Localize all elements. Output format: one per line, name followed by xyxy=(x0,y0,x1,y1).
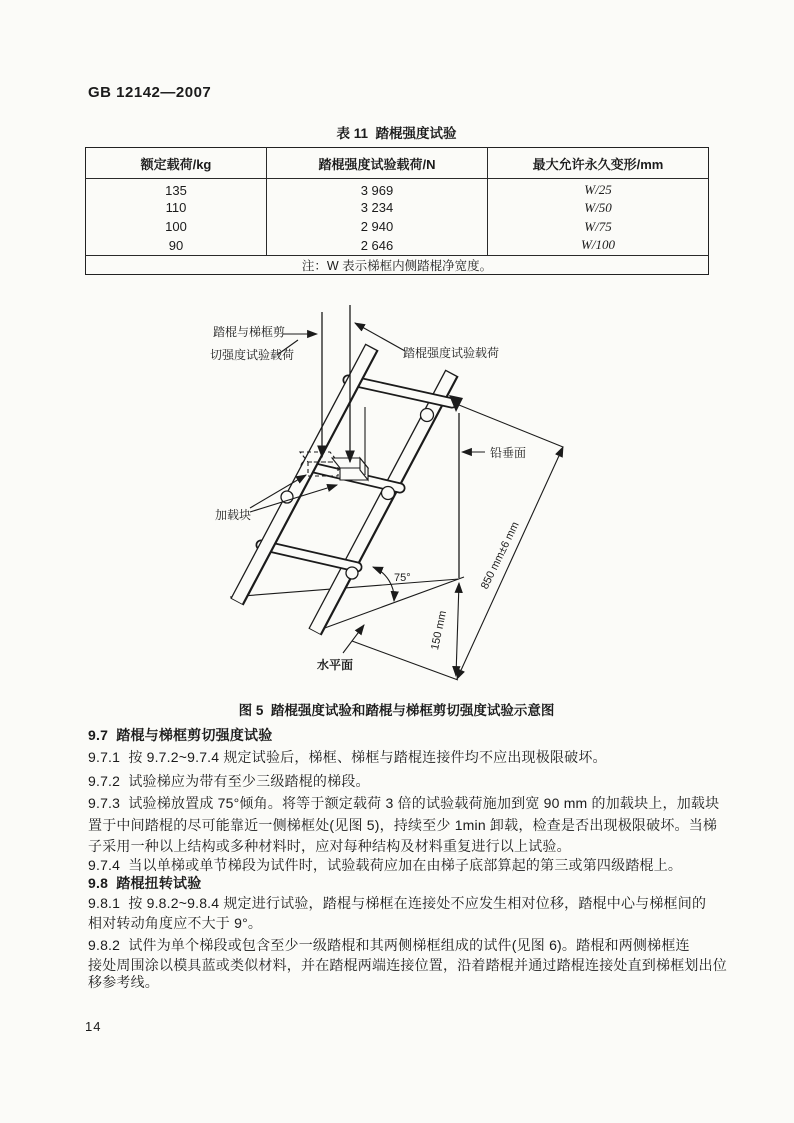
table-row xyxy=(86,217,709,236)
cell-max-deformation: W/100 xyxy=(581,237,615,253)
rung-strength-load-label: 踏棍强度试验载荷 xyxy=(403,346,500,360)
figure-diagram xyxy=(165,295,615,695)
table-row xyxy=(86,179,709,199)
table-row xyxy=(86,236,709,255)
col-header-max-deformation: 最大允许永久变形/mm xyxy=(488,148,709,179)
cell-test-load: 3 234 xyxy=(267,198,488,217)
clause-9-8-2-line3: 移参考线。 xyxy=(88,974,159,990)
page-number: 14 xyxy=(85,1019,102,1034)
angle-arc xyxy=(373,567,394,601)
section-heading-9-7: 9.7 踏棍与梯框剪切强度试验 xyxy=(88,727,273,743)
col-header-rated-load: 额定载荷/kg xyxy=(86,148,267,179)
clause-9-7-2: 9.7.2 试验梯应为带有至少三级踏棍的梯段。 xyxy=(88,773,370,789)
table-title: 表 11 踏棍强度试验 xyxy=(336,126,457,141)
clause-9-7-3-line2: 置于中间踏棍的尽可能靠近一侧梯框处(见图 5)，持续至少 1min 卸载，检查是否出现极限破坏。当梯 xyxy=(88,817,718,833)
clause-9-7-4: 9.7.4 当以单梯或单节梯段为试件时，试验载荷应加在由梯子底部算起的第三或第四级踏棍上。 xyxy=(88,857,683,873)
cell-max-deformation: W/75 xyxy=(584,218,612,234)
standard-code: GB 12142—2007 xyxy=(88,84,212,101)
dim-850-extension xyxy=(459,405,563,447)
clause-9-7-3-line1: 9.7.3 试验梯放置成 75°倾角。将等于额定载荷 3 倍的试验载荷施加到宽 90 mm 的加载块上，加载块 xyxy=(88,795,720,811)
figure-caption: 图 5 踏棍强度试验和踏棍与梯框剪切强度试验示意图 xyxy=(238,703,555,718)
lower-extension-line xyxy=(352,641,458,680)
cell-rated-load: 100 xyxy=(86,217,267,236)
cell-rated-load: 135 xyxy=(86,179,267,199)
plumb-plane-label: 铅垂面 xyxy=(490,446,527,460)
table-note: 注：W 表示梯框内侧踏棍净宽度。 xyxy=(86,255,709,274)
horizontal-label-leader xyxy=(343,625,364,653)
loading-block-label: 加载块 xyxy=(215,508,252,522)
cell-max-deformation: W/50 xyxy=(584,199,612,215)
table-header-row xyxy=(86,148,709,179)
clause-9-8-1-line2: 相对转动角度应不大于 9°。 xyxy=(88,915,263,931)
cell-test-load: 2 940 xyxy=(267,217,488,236)
dim-850-line xyxy=(457,447,563,679)
clause-9-7-3-line3: 子采用一种以上结构或多种材料时，应对每种结构及材料重复进行以上试验。 xyxy=(88,838,571,854)
rung-strength-table xyxy=(85,147,709,275)
clause-9-8-1-line1: 9.8.1 按 9.8.2~9.8.4 规定进行试验，踏棍与梯框在连接处不应发生相对位移，踏棍中心与梯框间的 xyxy=(88,895,707,911)
cell-rated-load: 90 xyxy=(86,236,267,255)
clause-9-7-1: 9.7.1 按 9.7.2~9.7.4 规定试验后，梯框、梯框与踏棍连接件均不应出现极限破坏。 xyxy=(88,749,607,765)
angle-75-label: 75° xyxy=(394,572,411,584)
table-note-row xyxy=(86,255,709,274)
cell-test-load: 3 969 xyxy=(267,179,488,199)
clause-9-8-2-line1: 9.8.2 试件为单个梯段或包含至少一级踏棍和其两侧梯框组成的试件(见图 6)。踏棍和两侧梯框连 xyxy=(88,937,690,953)
dim-850-label: 850 mm±6 mm xyxy=(478,520,522,592)
section-heading-9-8: 9.8 踏棍扭转试验 xyxy=(88,875,202,891)
shear-load-label-line2: 切强度试验载荷 xyxy=(210,348,295,362)
table-row xyxy=(86,198,709,217)
cell-max-deformation: W/25 xyxy=(584,182,612,197)
horizontal-plane-label: 水平面 xyxy=(317,658,354,672)
strength-label-leader xyxy=(355,323,405,351)
dim-150-label: 150 mm xyxy=(429,609,450,652)
cell-rated-load: 110 xyxy=(86,198,267,217)
clause-9-8-2-line2: 接处周围涂以模具蓝或类似材料，并在踏棍两端连接位置，沿着踏棍并通过踏棍连接处直到梯框划出位 xyxy=(88,957,727,973)
col-header-test-load: 踏棍强度试验载荷/N xyxy=(267,148,488,179)
dim-150-line xyxy=(456,583,459,676)
cell-test-load: 2 646 xyxy=(267,236,488,255)
shear-load-label-line1: 踏棍与梯框剪 xyxy=(213,325,286,339)
